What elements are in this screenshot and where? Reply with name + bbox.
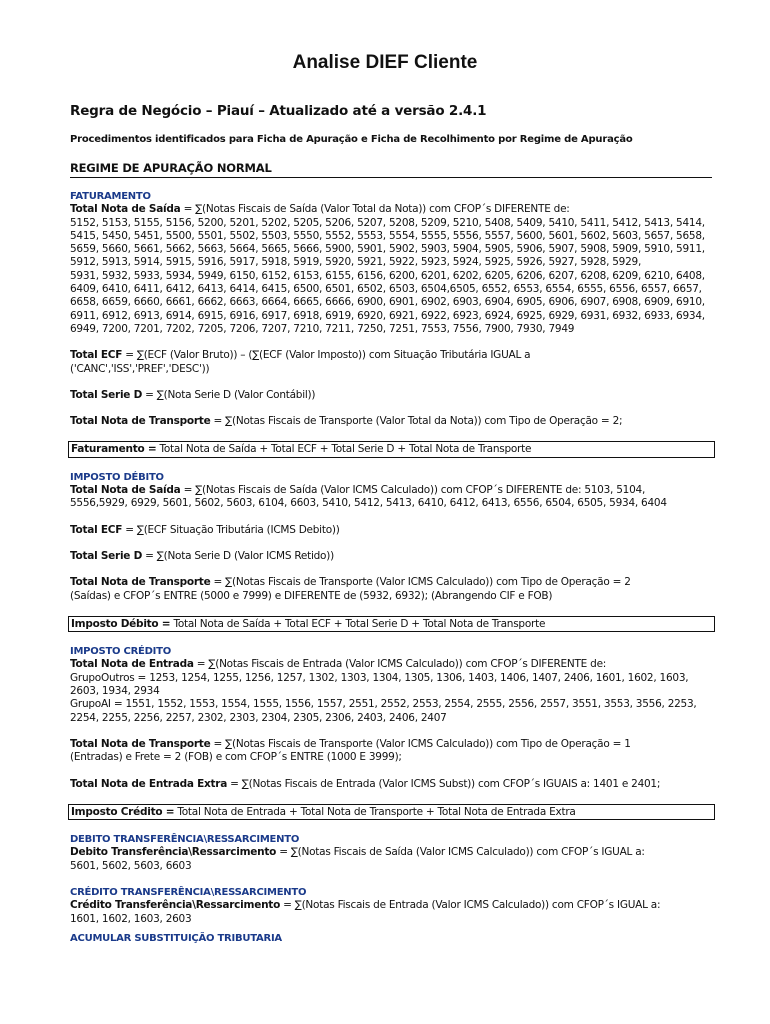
total-label: Faturamento =: [71, 443, 157, 456]
rule-label: Total Nota de Saída: [70, 484, 181, 497]
procedures-heading: Procedimentos identificados para Ficha de Apuração e Ficha de Recolhimento por Regime de Apuração: [70, 134, 633, 145]
cfop-list-line: 1601, 1602, 1603, 2603: [70, 912, 192, 925]
rule-label: Total Nota de Entrada: [70, 658, 194, 671]
rule-text: = ∑(Notas Fiscais de Saída (Valor ICMS Calculado)) com CFOP´s DIFERENTE de: 5103, 5104,: [180, 484, 646, 497]
faturamento-serie-d-rule: [70, 389, 715, 402]
cfop-list-line: 5659, 5660, 5661, 5662, 5663, 5664, 5665, 5666, 5900, 5901, 5902, 5903, 5904, 5905, 5906, 5907, 5908, 5909, 5910, 5911,: [70, 243, 705, 256]
rule-text-continued: (Saídas) e CFOP´s ENTRE (5000 e 7999) e DIFERENTE de (5932, 6932); (Abrangendo CIF e FOB): [70, 589, 553, 602]
cfop-list-line: 5601, 5602, 5603, 6603: [70, 859, 192, 872]
rule-text-continued: (Entradas) e Frete = 2 (FOB) e com CFOP´s ENTRE (1000 E 3999);: [70, 751, 402, 764]
rule-text: = ∑(Notas Fiscais de Saída (Valor Total da Nota)) com CFOP´s DIFERENTE de:: [180, 203, 570, 216]
debito-ecf-rule: [70, 524, 715, 537]
faturamento-ecf-rule: [70, 349, 715, 362]
rule-text: = ∑(ECF (Valor Bruto)) – (∑(ECF (Valor Imposto)) com Situação Tributária IGUAL a: [122, 349, 531, 362]
rule-text: = ∑(Notas Fiscais de Transporte (Valor ICMS Calculado)) com Tipo de Operação = 2: [210, 576, 631, 589]
total-label: Imposto Débito =: [71, 617, 171, 630]
cfop-list-line: 5556,5929, 6929, 5601, 5602, 5603, 6104, 6603, 5410, 5412, 5413, 6410, 6412, 6413, 6556, 6504, 6505, 5934, 6404: [70, 497, 667, 510]
debito-nota-saida-rule: [70, 484, 715, 497]
rule-text: = ∑(Notas Fiscais de Saída (Valor ICMS Calculado)) com CFOP´s IGUAL a:: [276, 846, 645, 859]
section-credito-transferencia-heading: CRÉDITO TRANSFERÊNCIA\RESSARCIMENTO: [70, 886, 307, 898]
debito-transporte-rule: [70, 576, 715, 589]
document-body: [70, 190, 715, 945]
cfop-list-line: 2254, 2255, 2256, 2257, 2302, 2303, 2304, 2305, 2306, 2403, 2406, 2407: [70, 711, 447, 724]
rule-text: = ∑(ECF Situação Tributária (ICMS Debito)): [122, 523, 340, 536]
rule-text: = ∑(Nota Serie D (Valor ICMS Retido)): [142, 549, 334, 562]
debito-transferencia-rule: [70, 846, 715, 859]
cfop-list-line: 5912, 5913, 5914, 5915, 5916, 5917, 5918, 5919, 5920, 5921, 5922, 5923, 5924, 5925, 5926, 5927, 5928, 5929,: [70, 256, 642, 269]
imposto-credito-total-box: [68, 804, 715, 820]
rule-label: Total Nota de Transporte: [70, 415, 211, 428]
cfop-list-line: GrupoOutros = 1253, 1254, 1255, 1256, 1257, 1302, 1303, 1304, 1305, 1306, 1403, 1406, 1407, 2406, 1601, 1602, 1603,: [70, 671, 689, 684]
section-imposto-debito-heading: IMPOSTO DÉBITO: [70, 471, 164, 483]
rule-label: Debito Transferência\Ressarcimento: [70, 846, 277, 859]
document-title: Analise DIEF Cliente: [292, 52, 478, 73]
credito-nota-entrada-rule: [70, 658, 715, 671]
section-faturamento-heading: FATURAMENTO: [70, 191, 151, 202]
debito-serie-d-rule: [70, 550, 715, 563]
rule-text: = ∑(Nota Serie D (Valor Contábil)): [142, 388, 316, 401]
cfop-list-line: 6409, 6410, 6411, 6412, 6413, 6414, 6415, 6500, 6501, 6502, 6503, 6504,6505, 6552, 6553, 6554, 6555, 6556, 6557, 6657,: [70, 283, 702, 296]
credito-transporte-rule: [70, 738, 715, 751]
rule-text: = ∑(Notas Fiscais de Transporte (Valor Total da Nota)) com Tipo de Operação = 2;: [210, 415, 623, 428]
faturamento-transporte-rule: [70, 415, 715, 428]
regime-heading: REGIME DE APURAÇÃO NORMAL: [70, 161, 712, 178]
rule-text-continued: ('CANC','ISS','PREF','DESC')): [70, 362, 210, 375]
total-formula: Total Nota de Saída + Total ECF + Total Serie D + Total Nota de Transporte: [156, 443, 532, 456]
total-formula: Total Nota de Entrada + Total Nota de Transporte + Total Nota de Entrada Extra: [174, 805, 576, 818]
cfop-list-line: 2603, 1934, 2934: [70, 685, 160, 698]
cfop-list-line: 5152, 5153, 5155, 5156, 5200, 5201, 5202, 5205, 5206, 5207, 5208, 5209, 5210, 5408, 5409, 5410, 5411, 5412, 5413, 5414,: [70, 216, 705, 229]
rule-label: Total Serie D: [70, 549, 143, 562]
credito-transferencia-rule: [70, 899, 715, 912]
section-imposto-credito-heading: IMPOSTO CRÉDITO: [70, 646, 171, 658]
credito-entrada-extra-rule: [70, 778, 715, 791]
rule-text: = ∑(Notas Fiscais de Entrada (Valor ICMS Calculado)) com CFOP´s DIFERENTE de:: [193, 658, 607, 671]
rule-label: Total ECF: [70, 349, 123, 362]
rule-text: = ∑(Notas Fiscais de Transporte (Valor ICMS Calculado)) com Tipo de Operação = 1: [210, 737, 631, 750]
cfop-list-line: 5415, 5450, 5451, 5500, 5501, 5502, 5503, 5550, 5552, 5553, 5554, 5555, 5556, 5557, 5600, 5601, 5602, 5603, 5657, 5658,: [70, 229, 705, 242]
rule-text: = ∑(Notas Fiscais de Entrada (Valor ICMS Calculado)) com CFOP´s IGUAL a:: [280, 899, 661, 912]
rule-label: Crédito Transferência\Ressarcimento: [70, 899, 281, 912]
total-label: Imposto Crédito =: [71, 805, 175, 818]
rule-label: Total Nota de Transporte: [70, 737, 211, 750]
rule-label: Total Nota de Entrada Extra: [70, 777, 228, 790]
rule-label: Total ECF: [70, 523, 123, 536]
cfop-list-line: 5931, 5932, 5933, 5934, 5949, 6150, 6152, 6153, 6155, 6156, 6200, 6201, 6202, 6205, 6206, 6207, 6208, 6209, 6210, 6408,: [70, 269, 705, 282]
imposto-debito-total-box: [68, 616, 715, 632]
cfop-list-line: GrupoAI = 1551, 1552, 1553, 1554, 1555, 1556, 1557, 2551, 2552, 2553, 2554, 2555, 2556, 2557, 3551, 3553, 3556, 2253,: [70, 698, 697, 711]
cfop-list-line: 6911, 6912, 6913, 6914, 6915, 6916, 6917, 6918, 6919, 6920, 6921, 6922, 6923, 6924, 6925, 6929, 6931, 6932, 6933, 6934,: [70, 309, 705, 322]
section-acumular-heading: ACUMULAR SUBSTITUIÇÃO TRIBUTARIA: [70, 932, 282, 944]
rule-label: Total Serie D: [70, 388, 143, 401]
cfop-list-line: 6658, 6659, 6660, 6661, 6662, 6663, 6664, 6665, 6666, 6900, 6901, 6902, 6903, 6904, 6905, 6906, 6907, 6908, 6909, 6910,: [70, 296, 705, 309]
faturamento-nota-saida-rule: [70, 203, 715, 216]
rule-label: Total Nota de Transporte: [70, 576, 211, 589]
faturamento-total-box: [68, 441, 715, 457]
rule-text: = ∑(Notas Fiscais de Entrada (Valor ICMS Subst)) com CFOP´s IGUAIS a: 1401 e 2401;: [227, 777, 661, 790]
cfop-list-line: 6949, 7200, 7201, 7202, 7205, 7206, 7207, 7210, 7211, 7250, 7251, 7553, 7556, 7900, 7930, 7949: [70, 322, 575, 335]
document-subtitle: Regra de Negócio – Piauí – Atualizado até a versão 2.4.1: [70, 103, 487, 119]
rule-label: Total Nota de Saída: [70, 203, 181, 216]
section-debito-transferencia-heading: DEBITO TRANSFERÊNCIA\RESSARCIMENTO: [70, 834, 300, 846]
total-formula: Total Nota de Saída + Total ECF + Total Serie D + Total Nota de Transporte: [170, 617, 546, 630]
